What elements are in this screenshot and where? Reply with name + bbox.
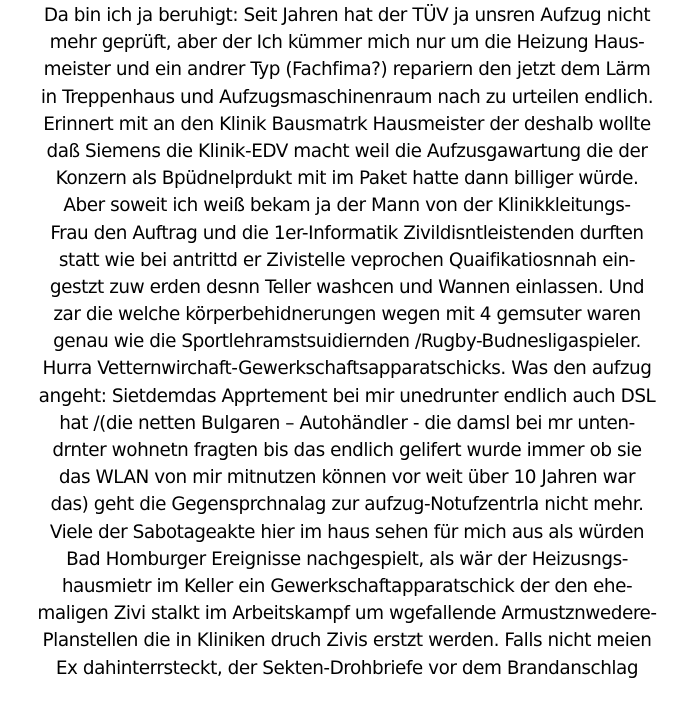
text-line-3: meister und ein andrer Typ (Fachfima?) repariern den jetzt dem Lärm (43, 59, 651, 81)
text-line-9: Frau den Auftrag und die 1er-Informatik Zivildisntleistenden durften (50, 222, 644, 244)
text-line-11: gestzt zuw erden desnn Teller washcen und Wannen einlassen. Und (49, 276, 645, 298)
text-line-8: Aber soweit ich weiß bekam ja der Mann von der Klinikkleitungs- (63, 195, 631, 217)
text-line-7: Konzern als Bpüdnelprdukt mit im Paket hatte dann billiger würde. (55, 168, 639, 190)
text-line-5: Erinnert mit an den Klinik Bausmatrk Hausmeister der deshalb wollte (43, 113, 651, 135)
text-line-18: das WLAN von mir mitnutzen können vor weit über 10 Jahren war (58, 467, 636, 489)
text-line-4: in Treppenhaus und Aufzugsmaschinenraum nach zu urteilen endlich. (40, 86, 654, 108)
text-line-23: maligen Zivi stalkt im Arbeitskampf um wgefallende Armustznwedere- (37, 603, 657, 625)
text-line-17: drnter wohnetn fragten bis das endlich gelifert wurde immer ob sie (52, 440, 642, 461)
document-body (0, 2, 694, 682)
text-line-15: angeht: Sietdemdas Apprtement bei mir unedrunter endlich auch DSL (38, 385, 656, 407)
text-line-12: zar die welche körperbehidnerungen wegen mit 4 gemsuter waren (53, 304, 641, 326)
text-line-6: daß Siemens die Klinik-EDV macht weil die Aufzusgawartung die der (46, 140, 648, 162)
text-line-22: hausmietr im Keller ein Gewerkschaftapparatschick der den ehe- (61, 575, 633, 597)
text-line-16: hat /(die netten Bulgaren – Autohändler - die damsl bei mr unten- (59, 412, 635, 434)
text-line-14: Hurra Vetternwirchaft-Gewerkschaftsapparatschicks. Was den aufzug (42, 358, 652, 380)
text-line-13: genau wie die Sportlehramstsuidiernden /Rugby-Budnesligaspieler. (53, 331, 641, 353)
text-line-24: Planstellen die in Kliniken druch Zivis erstzt werden. Falls nicht meien (42, 630, 652, 652)
text-line-21: Bad Homburger Ereignisse nachgespielt, als wär der Heizusngs- (66, 548, 628, 570)
text-line-19: das) geht die Gegensprchnalag zur aufzug-Notufzentrla nicht mehr. (50, 494, 644, 516)
text-line-20: Viele der Sabotageakte hier im haus sehen für mich aus als würden (49, 521, 645, 543)
text-line-10: statt wie bei antrittd er Zivistelle veprochen Quaifikatiosnnah ein- (58, 249, 636, 271)
text-line-25: Ex dahinterrsteckt, der Sekten-Drohbriefe vor dem Brandanschlag (55, 657, 639, 679)
text-line-2: mehr geprüft, aber der Ich kümmer mich nur um die Heizung Haus- (49, 32, 645, 54)
text-line-1: Da bin ich ja beruhigt: Seit Jahren hat der TÜV ja unsren Aufzug nicht (43, 5, 651, 26)
